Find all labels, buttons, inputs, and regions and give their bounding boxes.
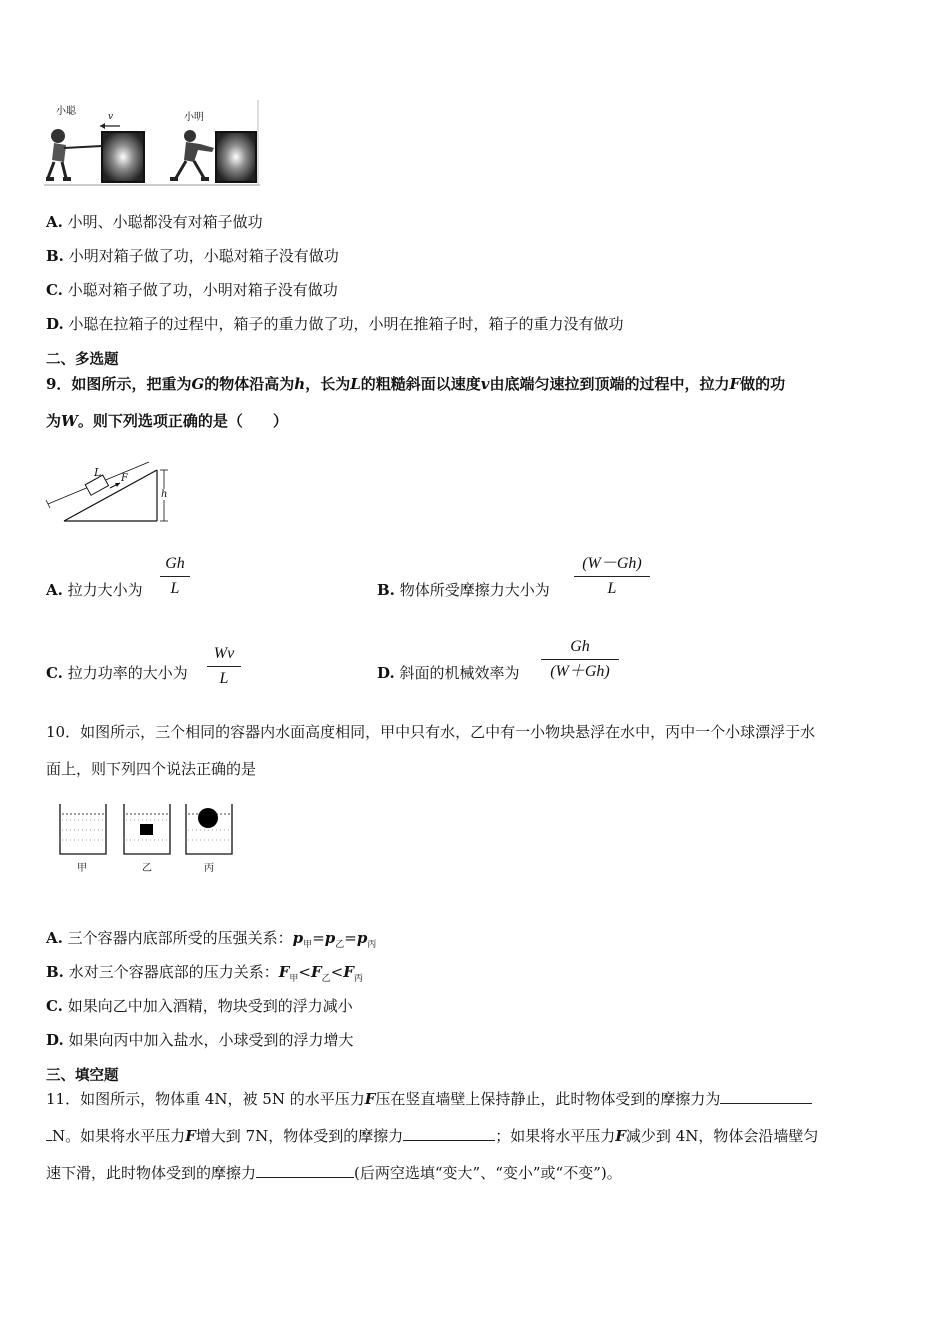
q11-stem-line2: N。如果将水平压力F增大到 7N，物体受到的摩擦力 ；如果将水平压力F减少到 4N，物体会沿墙壁匀 (46, 1125, 818, 1146)
option-text: 小明、小聪都没有对箱子做功 (67, 213, 263, 231)
pull-push-drawing (44, 98, 262, 188)
section-title-fill-blank: 三、填空题 (46, 1067, 119, 1084)
label-xiaocong: 小聪 (56, 106, 76, 117)
label-arrow-v: v (108, 112, 114, 122)
incline-label-F: F (121, 473, 128, 484)
q9-option-c-fraction: Wv L (207, 644, 241, 689)
q8-option-c (46, 279, 338, 300)
incline-drawing (44, 464, 174, 526)
q8-option-b (46, 245, 339, 266)
q10-stem-line1: 10．如图所示，三个相同的容器内水面高度相同，甲中只有水，乙中有一小物块悬浮在水中，丙中一个小球漂浮于水 (46, 723, 816, 741)
q10-option-d: D. 如果向丙中加入盐水，小球受到的浮力增大 (46, 1031, 354, 1049)
q9-option-b-fraction: (W－Gh) L (574, 554, 650, 599)
option-letter: C. (46, 281, 63, 299)
containers-drawing (58, 804, 238, 860)
q9-option-a-fraction: Gh L (160, 554, 190, 599)
q11-stem-line3: 速下滑，此时物体受到的摩擦力 (后两空选填“变大”、“变小”或“不变”)。 (46, 1164, 622, 1182)
q9-option-d: D. 斜面的机械效率为 (377, 664, 520, 682)
option-letter: B. (46, 247, 64, 265)
option-letter: A. (46, 213, 63, 231)
q9-option-c: C. 拉力功率的大小为 (46, 664, 188, 682)
q11-stem-line1: 11．如图所示，物体重 4N，被 5N 的水平压力F压在竖直墙壁上保持静止，此时物体受到的摩擦力为 (46, 1088, 812, 1109)
label-xiaoming: 小明 (184, 112, 204, 123)
option-letter: D. (46, 315, 64, 333)
q9-stem-line2: 为W。则下列选项正确的是（ ） (46, 412, 288, 430)
q9-option-b: B. 物体所受摩擦力大小为 (377, 581, 550, 599)
figure-incline (44, 464, 174, 526)
q8-option-d (46, 313, 624, 334)
container-label-bing: 丙 (204, 863, 214, 874)
q10-option-a: A. 三个容器内底部所受的压强关系：$p_甲=p_乙=p_丙$ (46, 929, 377, 950)
q9-option-a: A. 拉力大小为 (46, 581, 143, 599)
q9-option-d-fraction: Gh (W＋Gh) (541, 637, 619, 682)
section-title-multiple-choice: 二、多选题 (46, 351, 119, 368)
incline-label-h: h (161, 489, 168, 500)
q8-option-a (46, 211, 263, 232)
container-label-jia: 甲 (77, 863, 87, 874)
option-text: 小聪对箱子做了功，小明对箱子没有做功 (67, 281, 338, 299)
q9-stem-line1: 9．如图所示，把重为G的物体沿高为h，长为L的粗糙斜面以速度v由底端匀速拉到顶端的过程中，拉力F做的功 (46, 375, 786, 393)
container-label-yi: 乙 (142, 863, 152, 874)
answer-blank-3[interactable] (256, 1164, 354, 1178)
answer-blank-2[interactable] (403, 1127, 495, 1141)
q10-stem-line2: 面上，则下列四个说法正确的是 (46, 760, 257, 778)
option-text: 小聪在拉箱子的过程中，箱子的重力做了功，小明在推箱子时，箱子的重力没有做功 (68, 315, 624, 333)
figure-pull-push (44, 98, 262, 188)
q10-option-b: B. 水对三个容器底部的压力关系：$F_甲<F_乙<F_丙$ (46, 963, 363, 984)
figure-containers (58, 804, 238, 876)
incline-label-L: L (94, 466, 102, 479)
answer-blank-1[interactable] (720, 1090, 812, 1104)
option-text: 小明对箱子做了功，小聪对箱子没有做功 (68, 247, 339, 265)
q10-option-c: C. 如果向乙中加入酒精，物块受到的浮力减小 (46, 997, 353, 1015)
